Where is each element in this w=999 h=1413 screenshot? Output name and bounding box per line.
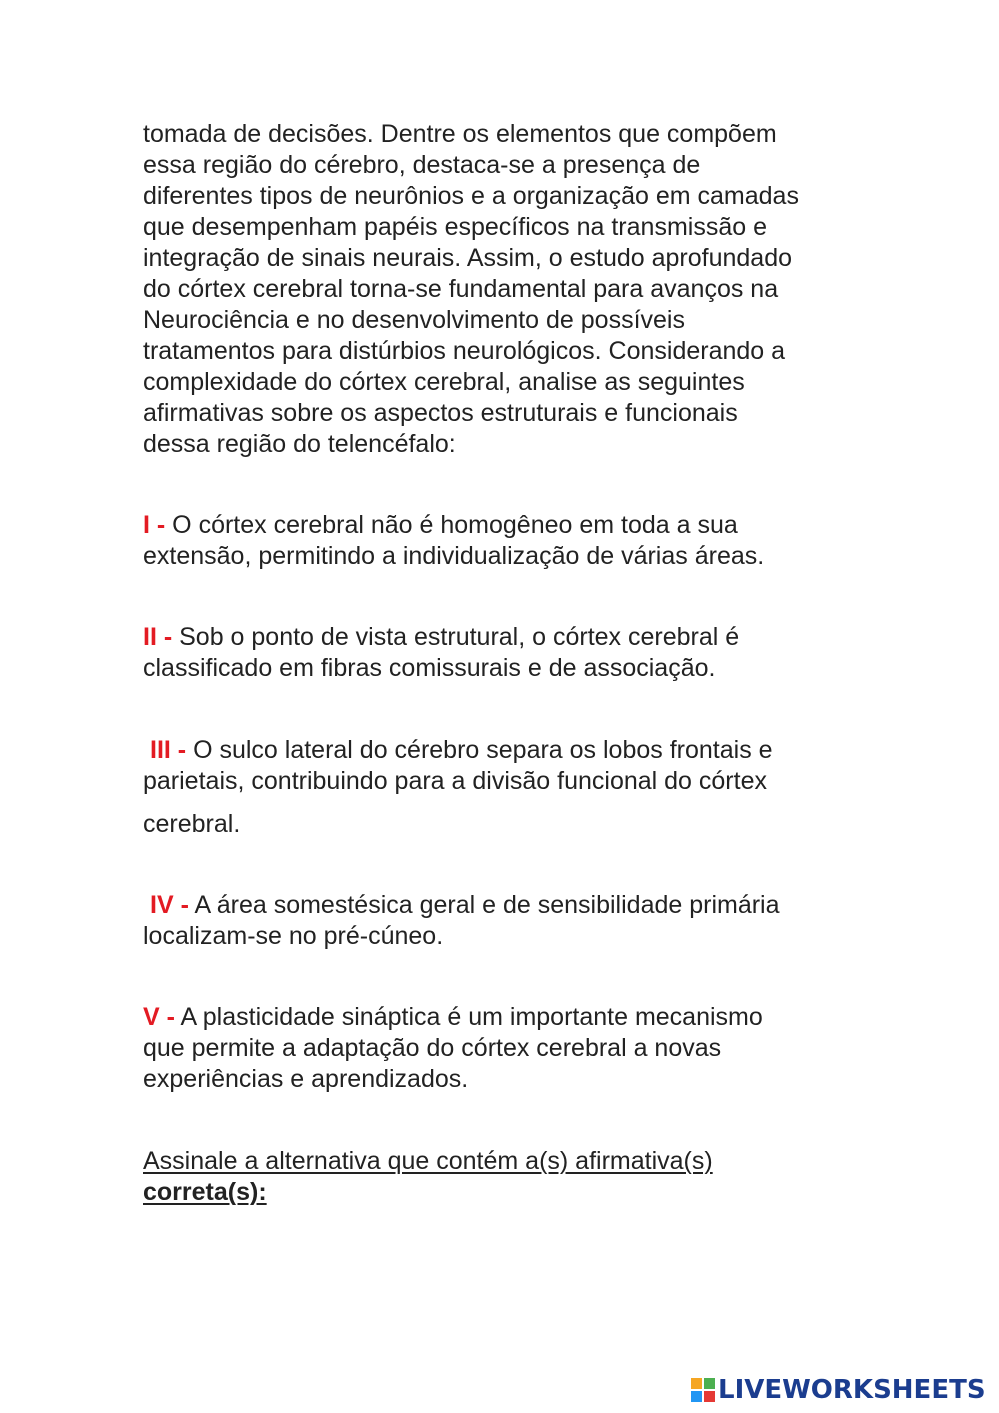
statement-text: A plasticidade sináptica é um importante mecanismo <box>180 1003 763 1031</box>
statement-text: O sulco lateral do cérebro separa os lobos frontais e <box>193 736 773 764</box>
intro-line: essa região do cérebro, destaca-se a presença de <box>143 151 701 179</box>
intro-line: afirmativas sobre os aspectos estruturais e funcionais <box>143 399 738 427</box>
intro-line: Neurociência e no desenvolvimento de possíveis <box>143 306 685 334</box>
statement-text: cerebral. <box>143 810 241 838</box>
intro-line: dessa região do telencéfalo: <box>143 430 456 458</box>
statement-ii <box>143 622 739 653</box>
intro-line: que desempenham papéis específicos na transmissão e <box>143 213 767 241</box>
statement-text: Sob o ponto de vista estrutural, o córtex cerebral é <box>179 623 740 651</box>
logo-text: LIVEWORKSHEETS <box>718 1375 986 1405</box>
statement-i <box>143 510 738 541</box>
statement-numeral: I - <box>143 511 166 539</box>
intro-line: tomada de decisões. Dentre os elementos que compõem <box>143 120 777 148</box>
intro-line: tratamentos para distúrbios neurológicos. Considerando a <box>143 337 786 365</box>
statement-iv <box>150 890 780 921</box>
intro-line: complexidade do córtex cerebral, analise as seguintes <box>143 368 745 396</box>
question-prompt: Assinale a alternativa que contém a(s) afirmativa(s) <box>143 1147 713 1175</box>
statement-numeral: II - <box>143 623 173 651</box>
intro-line: integração de sinais neurais. Assim, o estudo aprofundado <box>143 244 793 272</box>
liveworksheets-logo-icon <box>690 1377 716 1403</box>
intro-line: do córtex cerebral torna-se fundamental para avanços na <box>143 275 779 303</box>
statement-text: O córtex cerebral não é homogêneo em toda a sua <box>172 511 738 539</box>
question-prompt-emphasis: correta(s): <box>143 1178 267 1206</box>
statement-text: parietais, contribuindo para a divisão funcional do córtex <box>143 767 767 795</box>
statement-iii <box>150 735 773 766</box>
statement-text: experiências e aprendizados. <box>143 1065 469 1093</box>
statement-numeral: V - <box>143 1003 175 1031</box>
statement-text: que permite a adaptação do córtex cerebral a novas <box>143 1034 722 1062</box>
statement-text: classificado em fibras comissurais e de associação. <box>143 654 716 682</box>
statement-text: extensão, permitindo a individualização de várias áreas. <box>143 542 765 570</box>
statement-numeral: IV - <box>150 891 189 919</box>
statement-numeral: III - <box>150 736 187 764</box>
intro-line: diferentes tipos de neurônios e a organização em camadas <box>143 182 799 210</box>
statement-v <box>143 1002 763 1033</box>
statement-text: A área somestésica geral e de sensibilidade primária <box>194 891 780 919</box>
statement-text: localizam-se no pré-cúneo. <box>143 922 444 950</box>
liveworksheets-logo[interactable] <box>690 1376 986 1404</box>
